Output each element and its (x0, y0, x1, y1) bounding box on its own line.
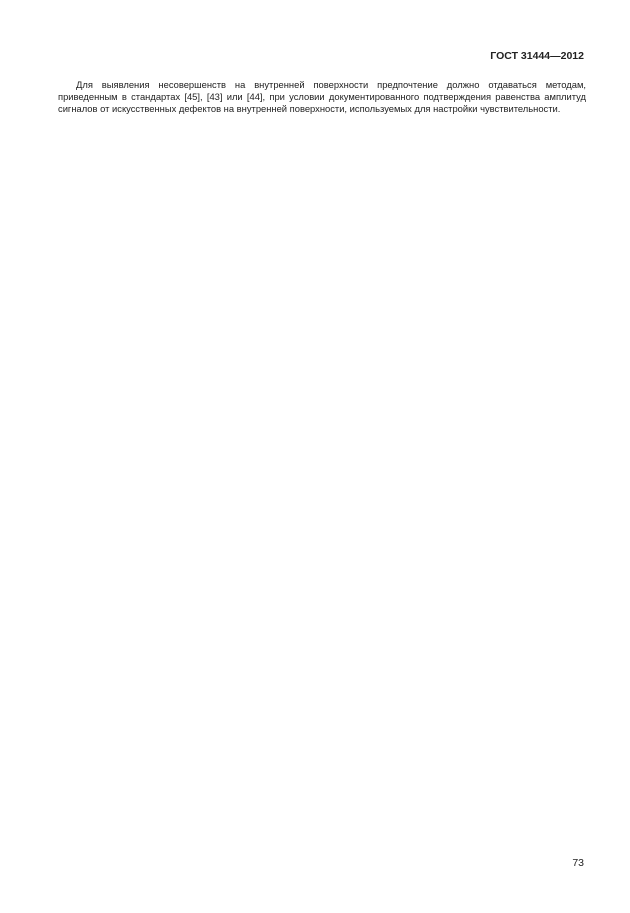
page-number: 73 (572, 857, 584, 869)
document-standard-header: ГОСТ 31444—2012 (490, 50, 584, 62)
document-body (58, 79, 586, 115)
paragraph: Для выявления несовершенств на внутренней поверхности предпочтение должно отдаваться методам, приведенным в стандартах [45], [43] или [44], при условии документированного подтверждения равенства амплитуд сигналов от искусственных дефектов на внутренней поверхности, используемых для настройки чувствительности. (58, 79, 586, 114)
